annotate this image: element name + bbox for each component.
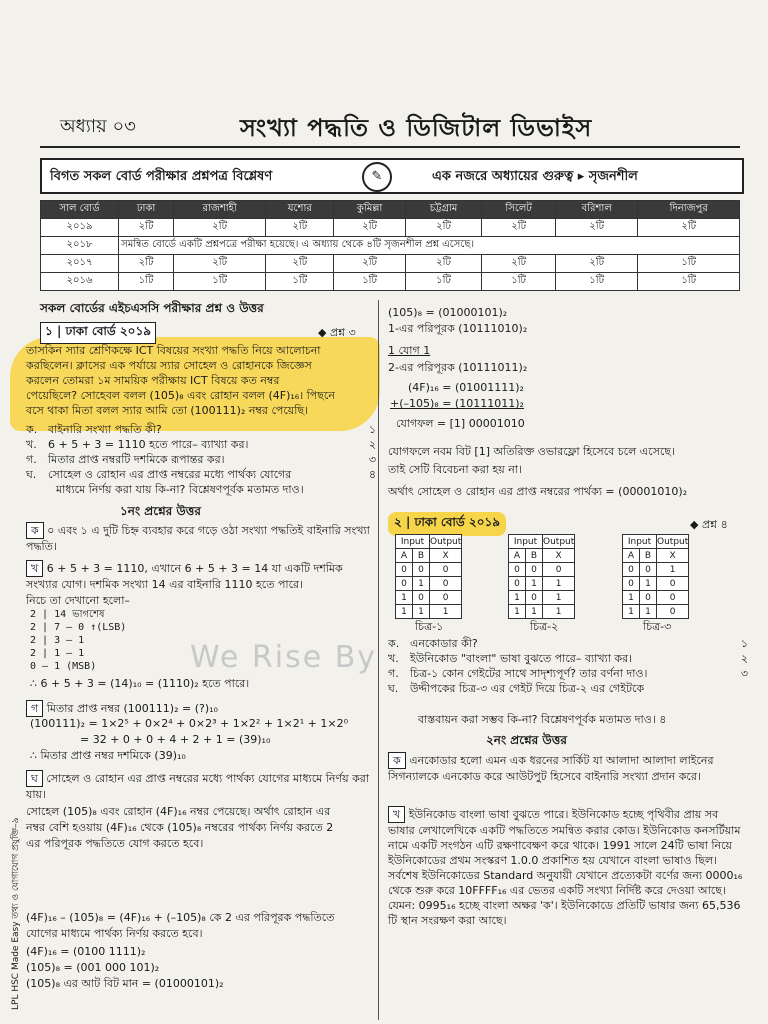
table-cell: 1 xyxy=(526,605,543,619)
table-cell: 1 xyxy=(430,605,462,619)
calc-line-3: 1 যোগ 1 xyxy=(388,344,431,357)
part-text: খ. xyxy=(388,652,399,665)
answer-2-title: ২নং প্রশ্নের উত্তর xyxy=(486,733,567,747)
part-text: ১ xyxy=(368,423,376,436)
question-1-mark: ◆ প্রশ্ন ৩ xyxy=(318,326,356,339)
part-text: সোহেল ও রোহান এর প্রাপ্ত নম্বরের মধ্যে পার্থক্য যোগের xyxy=(48,468,292,481)
table-row xyxy=(509,577,575,591)
table-row xyxy=(396,577,462,591)
table-cell: 1 xyxy=(640,577,657,591)
column-divider xyxy=(378,300,379,1020)
table-cell: ১টি xyxy=(119,273,174,291)
answer-1-ga-4: ∴ মিতার প্রাপ্ত নম্বর দশমিকে (39)₁₀ xyxy=(30,749,186,762)
part-text: খ. xyxy=(26,438,37,451)
table-row xyxy=(41,219,740,237)
stem-line: পেয়েছিলে? সোহেবল বলল (105)₈ এবং রোহান বলল (4F)₁₆। পিছনে xyxy=(26,389,335,402)
answer-1-kha-line: নিচে তা দেখানো হলো– xyxy=(26,594,130,607)
table-row xyxy=(509,591,575,605)
tt-header: B xyxy=(640,549,657,563)
answer-1-ka: ক ০ এবং ১ এ দুটি চিহ্ন ব্যবহার করে গড়ে ওঠা সংখ্যা পদ্ধতিই বাইনারি সংখ্যা পদ্ধতি। xyxy=(26,524,370,553)
question-part xyxy=(388,666,748,681)
part-text: ১ xyxy=(740,637,748,650)
table-cell: ২টি xyxy=(555,219,638,237)
part-text: ৩ xyxy=(368,453,376,466)
table-row xyxy=(509,605,575,619)
table-cell: 1 xyxy=(396,605,413,619)
table-cell: 1 xyxy=(657,563,689,577)
answer-1-kha: খ 6 + 5 + 3 = 1110, এখানে 6 + 5 + 3 = 14 যা একটি দশমিক সংখ্যার যোগ। দশমিক সংখ্যা 14 এর বাইনারি 1110 হতে পারে। xyxy=(26,562,343,591)
question-part xyxy=(388,636,748,651)
caption-3: চিত্র-৩ xyxy=(643,620,672,633)
tt-header: B xyxy=(413,549,430,563)
table-cell: 1 xyxy=(623,605,640,619)
table-cell: 0 xyxy=(623,577,640,591)
board-header-4: কুমিল্লা xyxy=(334,201,405,219)
part-text: গ. xyxy=(388,667,399,680)
answer-1-gha-9: (105)₈ এর আট বিট মান = (01000101)₂ xyxy=(26,977,224,990)
table-cell: ১টি xyxy=(482,273,556,291)
question-2-parts xyxy=(388,636,748,696)
answer-2-ka: ক এনকোডার হলো এমন এক ধরনের সার্কিট যা আলাদা আলাদা লাইনের সিগন্যালকে এনকোড করে আউটপুট হিসেবে বাইনারি সংখ্যা প্রদান করে। xyxy=(388,754,714,783)
calc-line-1: (105)₈ = (01000101)₂ xyxy=(388,306,508,319)
division-line: 0 – 1 (MSB) xyxy=(30,661,97,672)
question-1-part-cont: মাধ্যমে নির্ণয় করা যায় কি-না? বিশ্লেষণপূর্বক মতামত দাও। xyxy=(56,483,304,496)
table-cell: ১টি xyxy=(555,273,638,291)
calc-line-9: তাই সেটি বিবেচনা করা হয় না। xyxy=(388,463,522,476)
division-line: 2 | 7 – 0 ↑(LSB) xyxy=(30,622,127,633)
table-cell: ১টি xyxy=(638,255,740,273)
table-cell: 1 xyxy=(413,605,430,619)
analysis-banner xyxy=(40,158,744,194)
table-cell: ২টি xyxy=(266,255,334,273)
table-row xyxy=(41,237,740,255)
table-cell: ২০১৮ xyxy=(41,237,119,255)
question-2-badge: ২ | ঢাকা বোর্ড ২০১৯ xyxy=(388,512,506,536)
board-header-8: দিনাজপুর xyxy=(638,201,740,219)
tt-header: B xyxy=(526,549,543,563)
division-line: 2 | 1 – 1 xyxy=(30,648,85,659)
part-text: 6 + 5 + 3 = 1110 হতে পারে– ব্যাখ্যা কর। xyxy=(48,438,249,451)
table-row xyxy=(396,605,462,619)
table-cell: ১টি xyxy=(334,273,405,291)
answer-2-kha: খ ইউনিকোড বাংলা ভাষা বুঝতে পারে। ইউনিকোড হচ্ছে পৃথিবীর প্রায় সব ভাষার লেখালেখিকে একটি পদ্ধতিতে সমন্বিত করার কোড। ইউনিকোড কনসর্টিয়াম নামে একটি সংগঠন এটি রক্ষণাবেক্ষণ করে থাকে। 1991 সালে 24টি ভাষা নিয়ে ইউনিকোডের প্রথম সংস্করণ 1.0.0 প্রকাশিত হয় যেখানে বাংলা ভাষাও ছিল। সর্বশেষ ইউনিকোডের Standard অনুযায়ী যেখানে প্রত্যেকটা বর্ণের জন্য 0000₁₆ থেকে শুরু করে 10FFFF₁₆ এর ভেতর একটি সংখ্যা নির্দিষ্ট করে দেওয়া আছে। যেমন: 0995₁₆ হচ্ছে বাংলা অক্ষর 'ক'। ইউনিকোডে প্রতিটি ভাষার জন্য 65,536 টি স্থান সংরক্ষণ করা আছে। xyxy=(388,808,743,927)
table-cell: 0 xyxy=(430,563,462,577)
table-cell: 1 xyxy=(509,605,526,619)
side-caption: LPL HSC Made Easy তথ্য ও যোগাযোগ প্রযুক্তি–৯ xyxy=(11,817,21,1010)
table-cell: 0 xyxy=(430,577,462,591)
division-steps xyxy=(30,608,126,673)
table-cell: 0 xyxy=(623,563,640,577)
answer-1-gha-7: (4F)₁₆ = (0100 1111)₂ xyxy=(26,945,146,958)
answer-1-kha-result: ∴ 6 + 5 + 3 = (14)₁₀ = (1110)₂ হতে পারে। xyxy=(30,677,250,690)
part-text: উদ্দীপকের চিত্র-৩ এর গেইট দিয়ে চিত্র-২ এর গেইটকে xyxy=(410,682,645,695)
answer-1-title: ১নং প্রশ্নের উত্তর xyxy=(120,504,201,518)
tt-header: Input xyxy=(509,535,543,549)
table-cell: 0 xyxy=(543,563,575,577)
tt-header: Output xyxy=(657,536,689,547)
table-cell: 0 xyxy=(526,563,543,577)
board-header-2: রাজশাহী xyxy=(174,201,266,219)
calc-line-10: অর্থাৎ সোহেল ও রোহান এর প্রাপ্ত নম্বরের পার্থক্য = (00001010)₂ xyxy=(388,485,688,498)
table-cell: 1 xyxy=(396,591,413,605)
table-row xyxy=(623,577,689,591)
tt-header: Input xyxy=(396,535,430,549)
table-row xyxy=(623,605,689,619)
answer-1-gha-3: নম্বর বেশি হওয়ায় (4F)₁₆ থেকে (105)₈ নম্বরের পার্থক্য নির্ণয় করতে 2 xyxy=(26,821,334,834)
division-line: 2 | 3 – 1 xyxy=(30,635,85,646)
part-text: বাইনারি সংখ্যা পদ্ধতি কী? xyxy=(48,423,162,436)
stem-line: করছিলেন। ক্লাসের এক পর্যায়ে স্যার সোহেল ও রোহানকে জিজ্ঞেস xyxy=(26,359,312,372)
caption-2: চিত্র-২ xyxy=(530,620,559,633)
question-1-stem xyxy=(26,343,376,418)
question-part xyxy=(388,651,748,666)
board-header-0: সাল বোর্ড xyxy=(41,201,119,219)
tt-header: Output xyxy=(543,536,575,547)
table-cell: 1 xyxy=(543,577,575,591)
table-cell: 0 xyxy=(657,591,689,605)
stem-line: তাসকিন স্যার শ্রেণিকক্ষে ICT বিষয়ের সংখ্যা পদ্ধতি নিয়ে আলোচনা xyxy=(26,344,321,357)
answer-1-gha-2: সোহেল (105)₈ এবং রোহান (4F)₁₆ নম্বর পেয়েছে। অর্থাৎ রোহান এর xyxy=(26,805,331,818)
board-analysis-table xyxy=(40,200,740,291)
table-cell: ২০১৬ xyxy=(41,273,119,291)
table-row xyxy=(41,255,740,273)
table-cell: ২০১৯ xyxy=(41,219,119,237)
tt-header: X xyxy=(430,549,462,563)
table-cell: 0 xyxy=(526,591,543,605)
banner-right-text: এক নজরে অধ্যায়ের গুরুত্ব ▸ সৃজনশীল xyxy=(432,169,638,184)
table-row xyxy=(623,591,689,605)
tt-header: A xyxy=(396,549,413,563)
table-cell: 0 xyxy=(509,563,526,577)
table-cell: সমন্বিত বোর্ডে একটি প্রশ্নপত্রে পরীক্ষা হয়েছে। এ অধ্যায় থেকে ৪টি সৃজনশীল প্রশ্ন এসেছে। xyxy=(119,237,740,255)
table-cell: 1 xyxy=(640,605,657,619)
part-text: এনকোডার কী? xyxy=(410,637,478,650)
board-header-6: সিলেট xyxy=(482,201,556,219)
table-cell: 0 xyxy=(657,577,689,591)
table-cell: 1 xyxy=(509,591,526,605)
truth-table-3 xyxy=(622,534,689,619)
calc-line-5: (4F)₁₆ = (01001111)₂ xyxy=(408,381,524,394)
table-cell: 0 xyxy=(640,563,657,577)
table-cell: 0 xyxy=(413,563,430,577)
section-title: সকল বোর্ডের এইচএসসি পরীক্ষার প্রশ্ন ও উত্তর xyxy=(40,301,264,315)
answer-1-ga-3: = 32 + 0 + 0 + 4 + 2 + 1 = (39)₁₀ xyxy=(80,733,271,746)
tt-header: A xyxy=(509,549,526,563)
part-text: ক. xyxy=(26,423,38,436)
table-row xyxy=(41,273,740,291)
question-1-parts xyxy=(26,422,376,482)
tt-header: A xyxy=(623,549,640,563)
table-cell: 0 xyxy=(640,591,657,605)
part-text: ইউনিকোড "বাংলা" ভাষা বুঝতে পারে– ব্যাখ্যা কর। xyxy=(410,652,633,665)
table-cell: 1 xyxy=(543,591,575,605)
part-text: ২ xyxy=(368,438,376,451)
answer-1-gha-8: (105)₈ = (001 000 101)₂ xyxy=(26,961,160,974)
table-cell: ২টি xyxy=(174,219,266,237)
page-title: সংখ্যা পদ্ধতি ও ডিজিটাল ডিভাইস xyxy=(240,113,593,142)
table-cell: 1 xyxy=(623,591,640,605)
table-cell: ২টি xyxy=(119,219,174,237)
chapter-label: অধ্যায় ০৩ xyxy=(60,116,136,137)
tt-header: Output xyxy=(430,536,462,547)
watermark: We Rise By xyxy=(190,640,378,675)
part-text: ৩ xyxy=(740,667,748,680)
calc-line-8: যোগফলে নবম বিট [1] অতিরিক্ত ওভারফ্লো হিসেবে চলে এসেছে। xyxy=(388,445,675,458)
table-cell: ২টি xyxy=(119,255,174,273)
table-cell: ২টি xyxy=(482,255,556,273)
table-cell: 1 xyxy=(543,605,575,619)
table-cell: ২টি xyxy=(266,219,334,237)
stem-line: বসে থাকা মিতা বলল স্যার আমি তো (100111)₂ নম্বর পেয়েছি। xyxy=(26,404,309,417)
caption-1: চিত্র-১ xyxy=(415,620,444,633)
table-cell: ১টি xyxy=(174,273,266,291)
divider xyxy=(40,146,740,148)
part-text: ঘ. xyxy=(388,682,399,695)
table-cell: 0 xyxy=(413,591,430,605)
table-cell: 1 xyxy=(526,577,543,591)
calc-line-7: যোগফল = [1] 00001010 xyxy=(396,417,525,430)
answer-1-ga: গ মিতার প্রাপ্ত নম্বর (100111)₂ = (?)₁₀ xyxy=(26,700,218,717)
part-text: মিতার প্রাপ্ত নম্বরটি দশমিকে রূপান্তর কর। xyxy=(48,453,225,466)
table-cell: ১টি xyxy=(266,273,334,291)
logo-icon: ✎ xyxy=(362,162,392,192)
table-cell: 0 xyxy=(396,563,413,577)
banner-left-text: বিগত সকল বোর্ড পরীক্ষার প্রশ্নপত্র বিশ্লেষণ xyxy=(50,169,273,184)
table-cell: ২০১৭ xyxy=(41,255,119,273)
question-part xyxy=(388,681,748,696)
truth-table-1 xyxy=(395,534,462,619)
table-cell: ২টি xyxy=(555,255,638,273)
tt-header: Input xyxy=(623,535,657,549)
part-text: চিত্র-১ কোন গেইটের সাথে সাদৃশ্যপূর্ণ? তার বর্ণনা দাও। xyxy=(410,667,648,680)
division-line: 2 | 14 ভাগশেষ xyxy=(30,609,105,620)
table-cell: ২টি xyxy=(482,219,556,237)
answer-1-gha-5: (4F)₁₆ – (105)₈ = (4F)₁₆ + (–105)₈ কে 2 এর পরিপূরক পদ্ধতিতে xyxy=(26,911,335,924)
part-text: ঘ. xyxy=(26,468,37,481)
calc-line-4: 2-এর পরিপূরক (10111011)₂ xyxy=(388,361,528,374)
stem-line: করলেন তোমরা ১ম সাময়িক পরীক্ষায় ICT বিষয়ে কত নম্বর xyxy=(26,374,280,387)
calc-line-2: 1-এর পরিপূরক (10111010)₂ xyxy=(388,322,528,335)
table-row xyxy=(623,563,689,577)
board-header-3: যশোর xyxy=(266,201,334,219)
table-row xyxy=(396,591,462,605)
calc-line-6: +(–105)₈ = (10111011)₂ xyxy=(390,397,524,410)
table-cell: ১টি xyxy=(405,273,482,291)
table-cell: 0 xyxy=(396,577,413,591)
table-cell: 1 xyxy=(413,577,430,591)
question-part xyxy=(26,467,376,482)
table-cell: ১টি xyxy=(638,273,740,291)
answer-1-gha-4: এর পরিপূরক পদ্ধতিতে যোগ করতে হবে। xyxy=(26,837,204,850)
table-row xyxy=(396,563,462,577)
answer-1-gha: ঘ সোহেল ও রোহান এর প্রাপ্ত নম্বরের মধ্যে পার্থক্য যোগের মাধ্যমে নির্ণয় করা যায়। xyxy=(26,772,370,801)
table-cell: 0 xyxy=(430,591,462,605)
part-text: গ. xyxy=(26,453,37,466)
question-part xyxy=(26,437,376,452)
table-cell: ২টি xyxy=(638,219,740,237)
question-2-mark: ◆ প্রশ্ন ৪ xyxy=(690,518,728,531)
question-1-badge: ১ | ঢাকা বোর্ড ২০১৯ xyxy=(40,322,156,344)
truth-table-2 xyxy=(508,534,575,619)
question-part xyxy=(26,452,376,467)
table-row xyxy=(509,563,575,577)
question-part xyxy=(26,422,376,437)
part-text: ২ xyxy=(740,652,748,665)
answer-1-ga-2: (100111)₂ = 1×2⁵ + 0×2⁴ + 0×2³ + 1×2² + 1×2¹ + 1×2⁰ xyxy=(30,717,348,730)
table-cell: 0 xyxy=(509,577,526,591)
tt-header: X xyxy=(657,549,689,563)
answer-1-gha-6: যোগের মাধ্যমে পার্থক্য নির্ণয় করতে হবে। xyxy=(26,927,203,940)
table-cell: 0 xyxy=(657,605,689,619)
table-cell: ২টি xyxy=(405,255,482,273)
board-header-7: বরিশাল xyxy=(555,201,638,219)
tt-header: X xyxy=(543,549,575,563)
part-text: ক. xyxy=(388,637,400,650)
table-cell: ২টি xyxy=(334,255,405,273)
question-2-part-cont: বাস্তবায়ন করা সম্ভব কি-না? বিশ্লেষণপূর্বক মতামত দাও। ৪ xyxy=(418,713,667,726)
board-header-1: ঢাকা xyxy=(119,201,174,219)
table-cell: ২টি xyxy=(174,255,266,273)
table-cell: ২টি xyxy=(334,219,405,237)
part-text: ৪ xyxy=(368,468,376,481)
table-cell: ২টি xyxy=(405,219,482,237)
board-header-5: চট্টগ্রাম xyxy=(405,201,482,219)
